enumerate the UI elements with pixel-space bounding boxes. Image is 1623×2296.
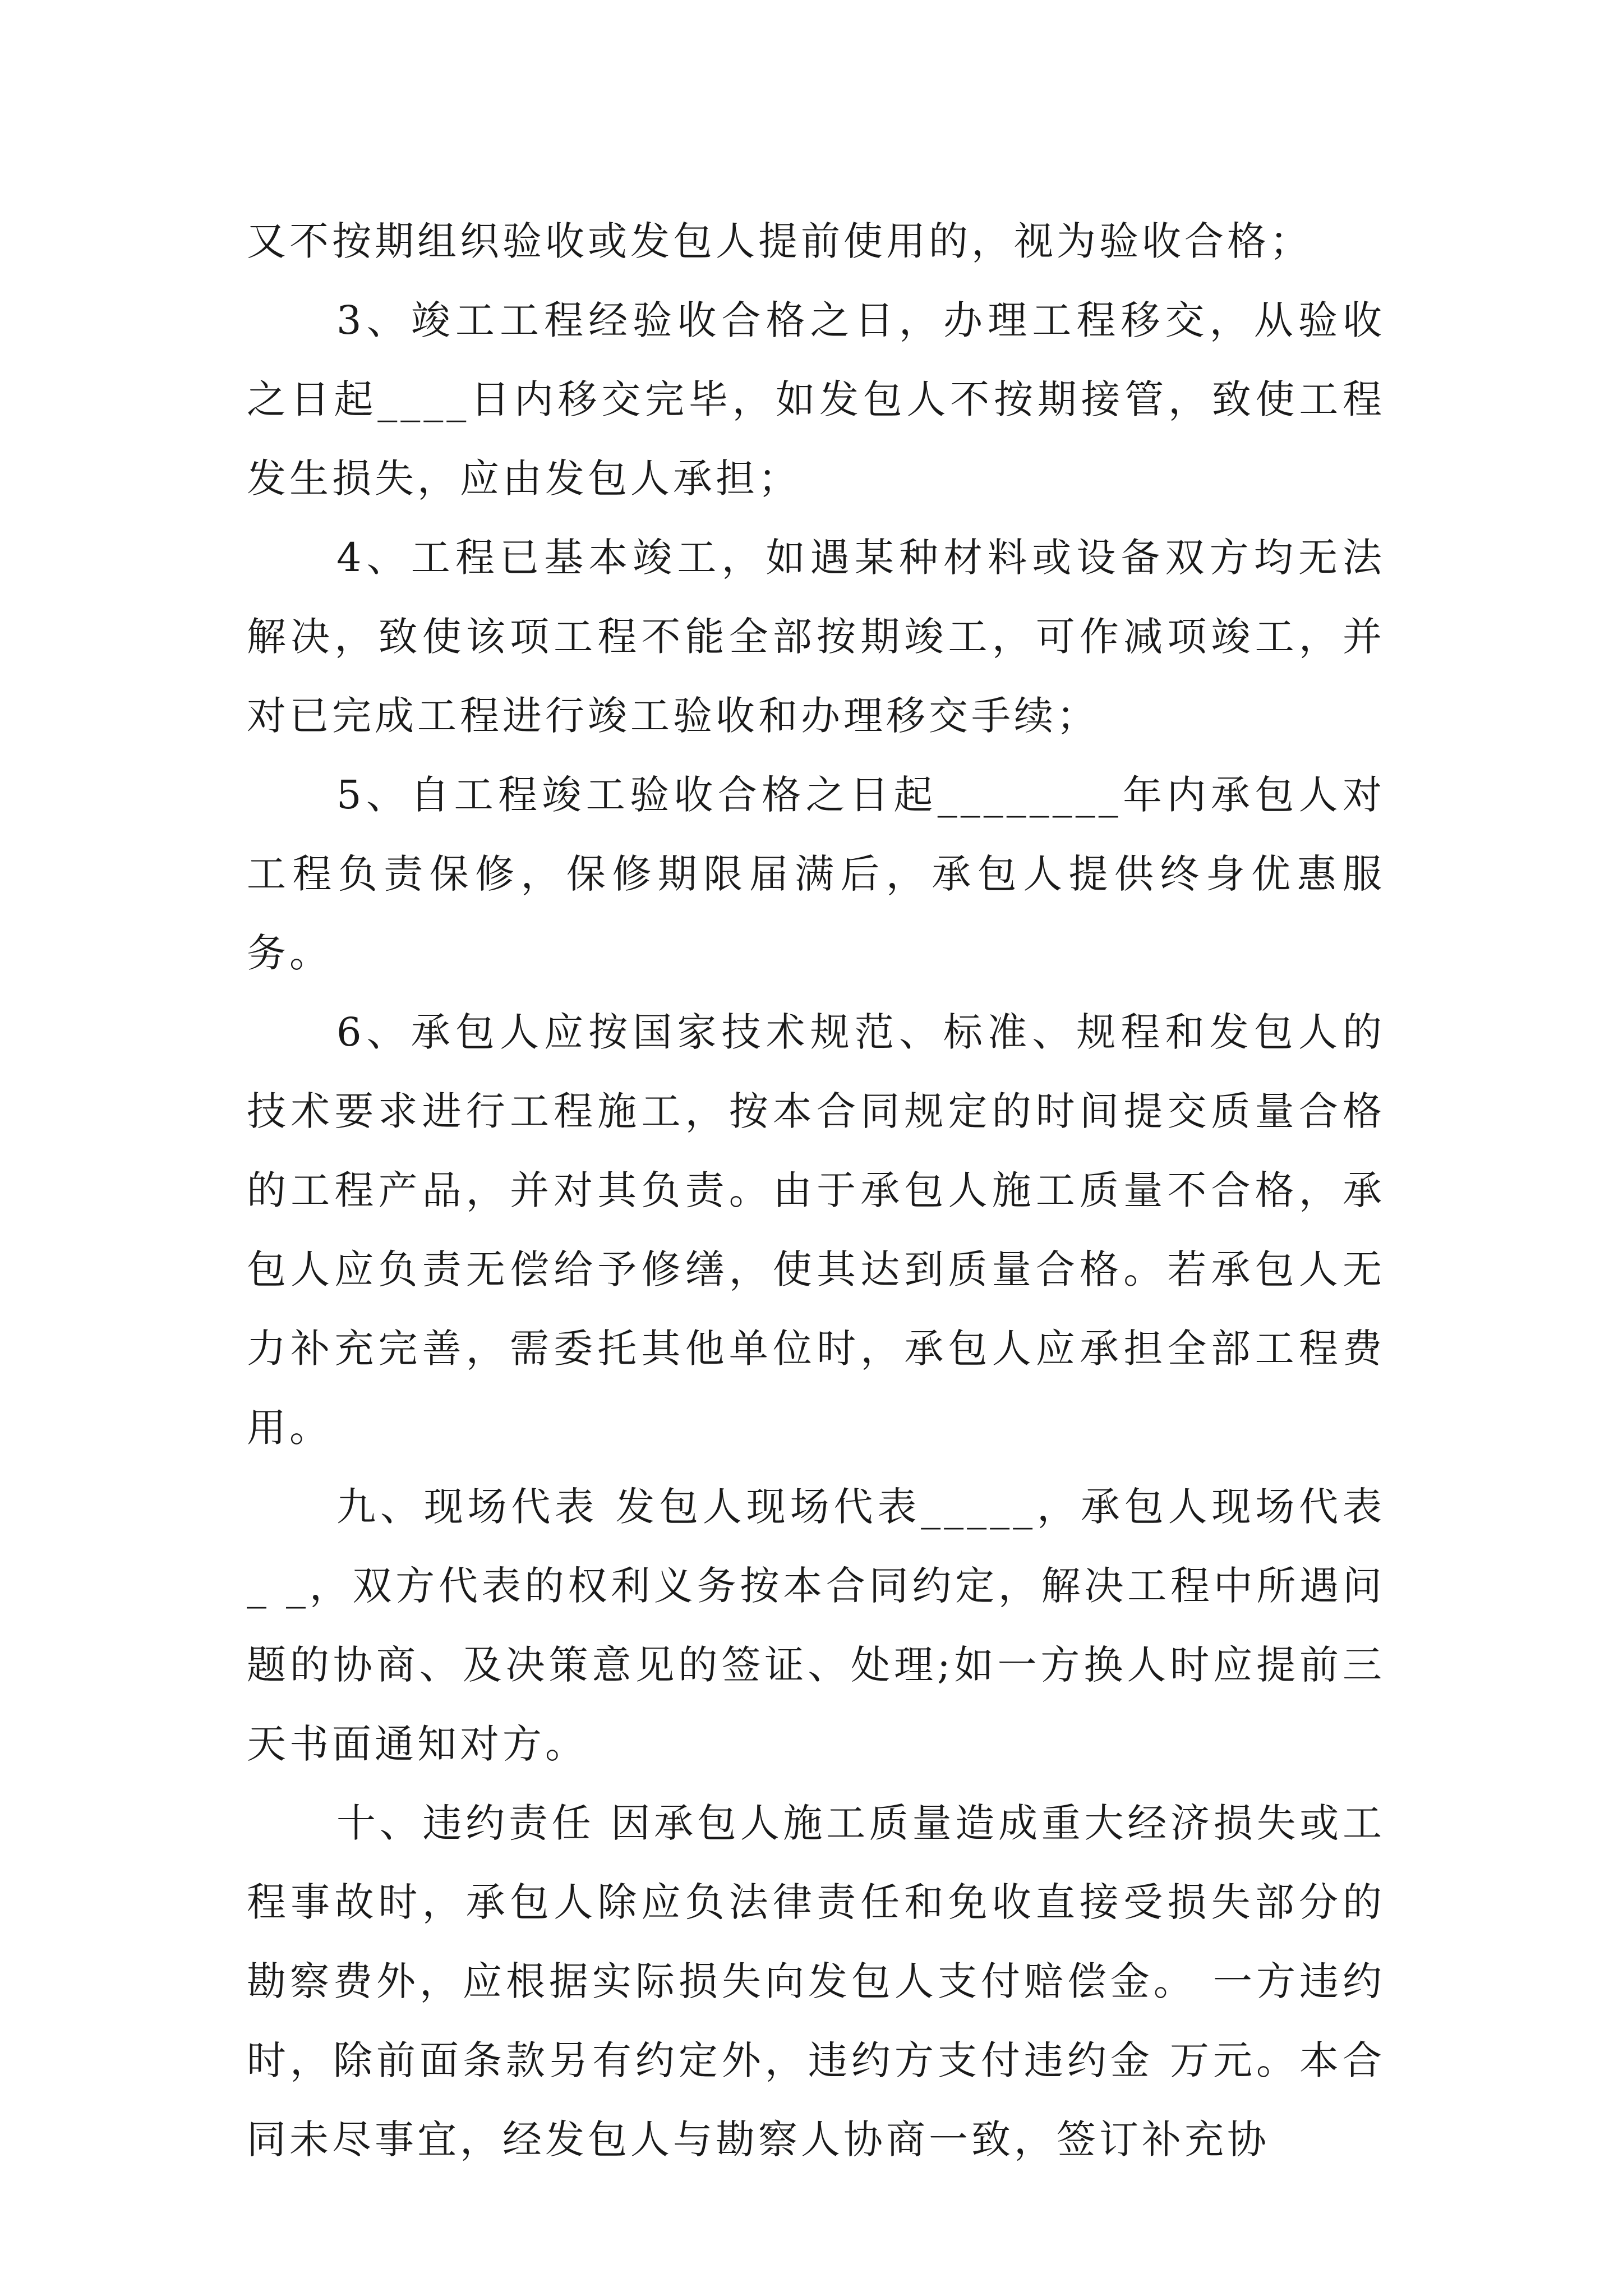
paragraph-section-10: 十、违约责任 因承包人施工质量造成重大经济损失或工程事故时，承包人除应负法律责任和免收直接受损失部分的勘察费外，应根据实际损失向发包人支付赔偿金。 一方违约时，除前面条款另有约定外，违约方支付违约金 万元。本合同未尽事宜，经发包人与勘察人协商一致，签订补充协 <box>247 1800 1385 2162</box>
paragraph-clause-5: 5、自工程竣工验收合格之日起________年内承包人对工程负责保修，保修期限届满后，承包人提供终身优惠服务。 <box>247 772 1385 976</box>
paragraph-clause-4: 4、工程已基本竣工，如遇某种材料或设备双方均无法解决，致使该项工程不能全部按期竣工，可作减项竣工，并对已完成工程进行竣工验收和办理移交手续； <box>247 535 1385 739</box>
paragraph-clause-6: 6、承包人应按国家技术规范、标准、规程和发包人的技术要求进行工程施工，按本合同规定的时间提交质量合格的工程产品，并对其负责。由于承包人施工质量不合格，承包人应负责无偿给予修缮，使其达到质量合格。若承包人无力补充完善，需委托其他单位时，承包人应承担全部工程费用。 <box>247 1009 1385 1451</box>
paragraph-section-9: 九、现场代表 发包人现场代表_____，承包人现场代表_ _，双方代表的权利义务按本合同约定，解决工程中所遇问题的协商、及决策意见的签证、处理;如一方换人时应提前三天书面通知对方。 <box>247 1484 1385 1767</box>
document-body <box>247 202 1385 2179</box>
paragraph-continuation: 又不按期组织验收或发包人提前使用的，视为验收合格； <box>247 218 1312 264</box>
paragraph-clause-3: 3、竣工工程经验收合格之日，办理工程移交，从验收之日起____日内移交完毕，如发包人不按期接管，致使工程发生损失，应由发包人承担； <box>247 297 1385 501</box>
